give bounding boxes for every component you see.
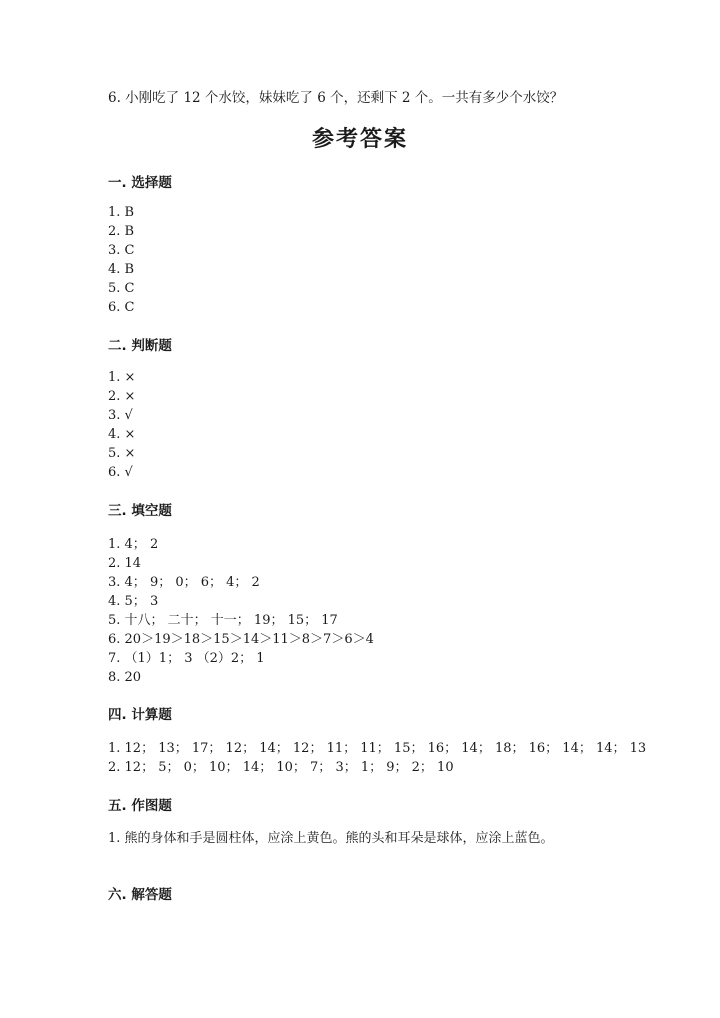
answer-line: 1. × xyxy=(108,370,136,385)
answer-line: 7. （1）1； 3 （2）2； 1 xyxy=(108,651,265,666)
answer-line: 5. C xyxy=(108,281,135,296)
answer-line: 5. 十八； 二十； 十一； 19； 15； 17 xyxy=(108,613,338,628)
answer-line: 2. 12； 5； 0； 10； 14； 10； 7； 3； 1； 9； 2； 10 xyxy=(108,760,454,775)
section-heading-draw: 五. 作图题 xyxy=(108,798,172,814)
answer-line: 6. √ xyxy=(108,465,133,480)
question-6: 6. 小刚吃了 12 个水饺，妹妹吃了 6 个，还剩下 2 个。一共有多少个水饺？ xyxy=(108,90,564,106)
section-heading-fill: 三. 填空题 xyxy=(108,503,172,519)
page-title: 参考答案 xyxy=(311,127,408,152)
section-heading-solve: 六. 解答题 xyxy=(108,887,172,903)
answer-line: 2. × xyxy=(108,389,136,404)
answer-line: 2. B xyxy=(108,224,135,239)
answer-line: 1. 4； 2 xyxy=(108,537,159,552)
answer-line: 1. 12； 13； 17； 12； 14； 12； 11； 11； 15； 16； 14； 18； 16； 14； 14； 13 xyxy=(108,741,647,756)
answer-line: 1. 熊的身体和手是圆柱体，应涂上黄色。熊的头和耳朵是球体，应涂上蓝色。 xyxy=(108,831,554,846)
section-heading-judge: 二. 判断题 xyxy=(108,338,172,354)
answer-line: 4. × xyxy=(108,427,136,442)
answer-line: 4. B xyxy=(108,262,135,277)
answer-line: 8. 20 xyxy=(108,670,142,685)
answer-line: 3. C xyxy=(108,243,135,258)
answer-line: 6. C xyxy=(108,300,135,315)
answer-line: 2. 14 xyxy=(108,556,142,571)
answer-line: 4. 5； 3 xyxy=(108,594,159,609)
section-heading-choice: 一. 选择题 xyxy=(108,175,172,191)
section-heading-calc: 四. 计算题 xyxy=(108,707,172,723)
answer-line: 1. B xyxy=(108,205,135,220)
answer-line: 6. 20＞19＞18＞15＞14＞11＞8＞7＞6＞4 xyxy=(108,632,374,647)
answer-line: 5. × xyxy=(108,446,136,461)
answer-line: 3. 4； 9； 0； 6； 4； 2 xyxy=(108,575,260,590)
answer-line: 3. √ xyxy=(108,408,133,423)
